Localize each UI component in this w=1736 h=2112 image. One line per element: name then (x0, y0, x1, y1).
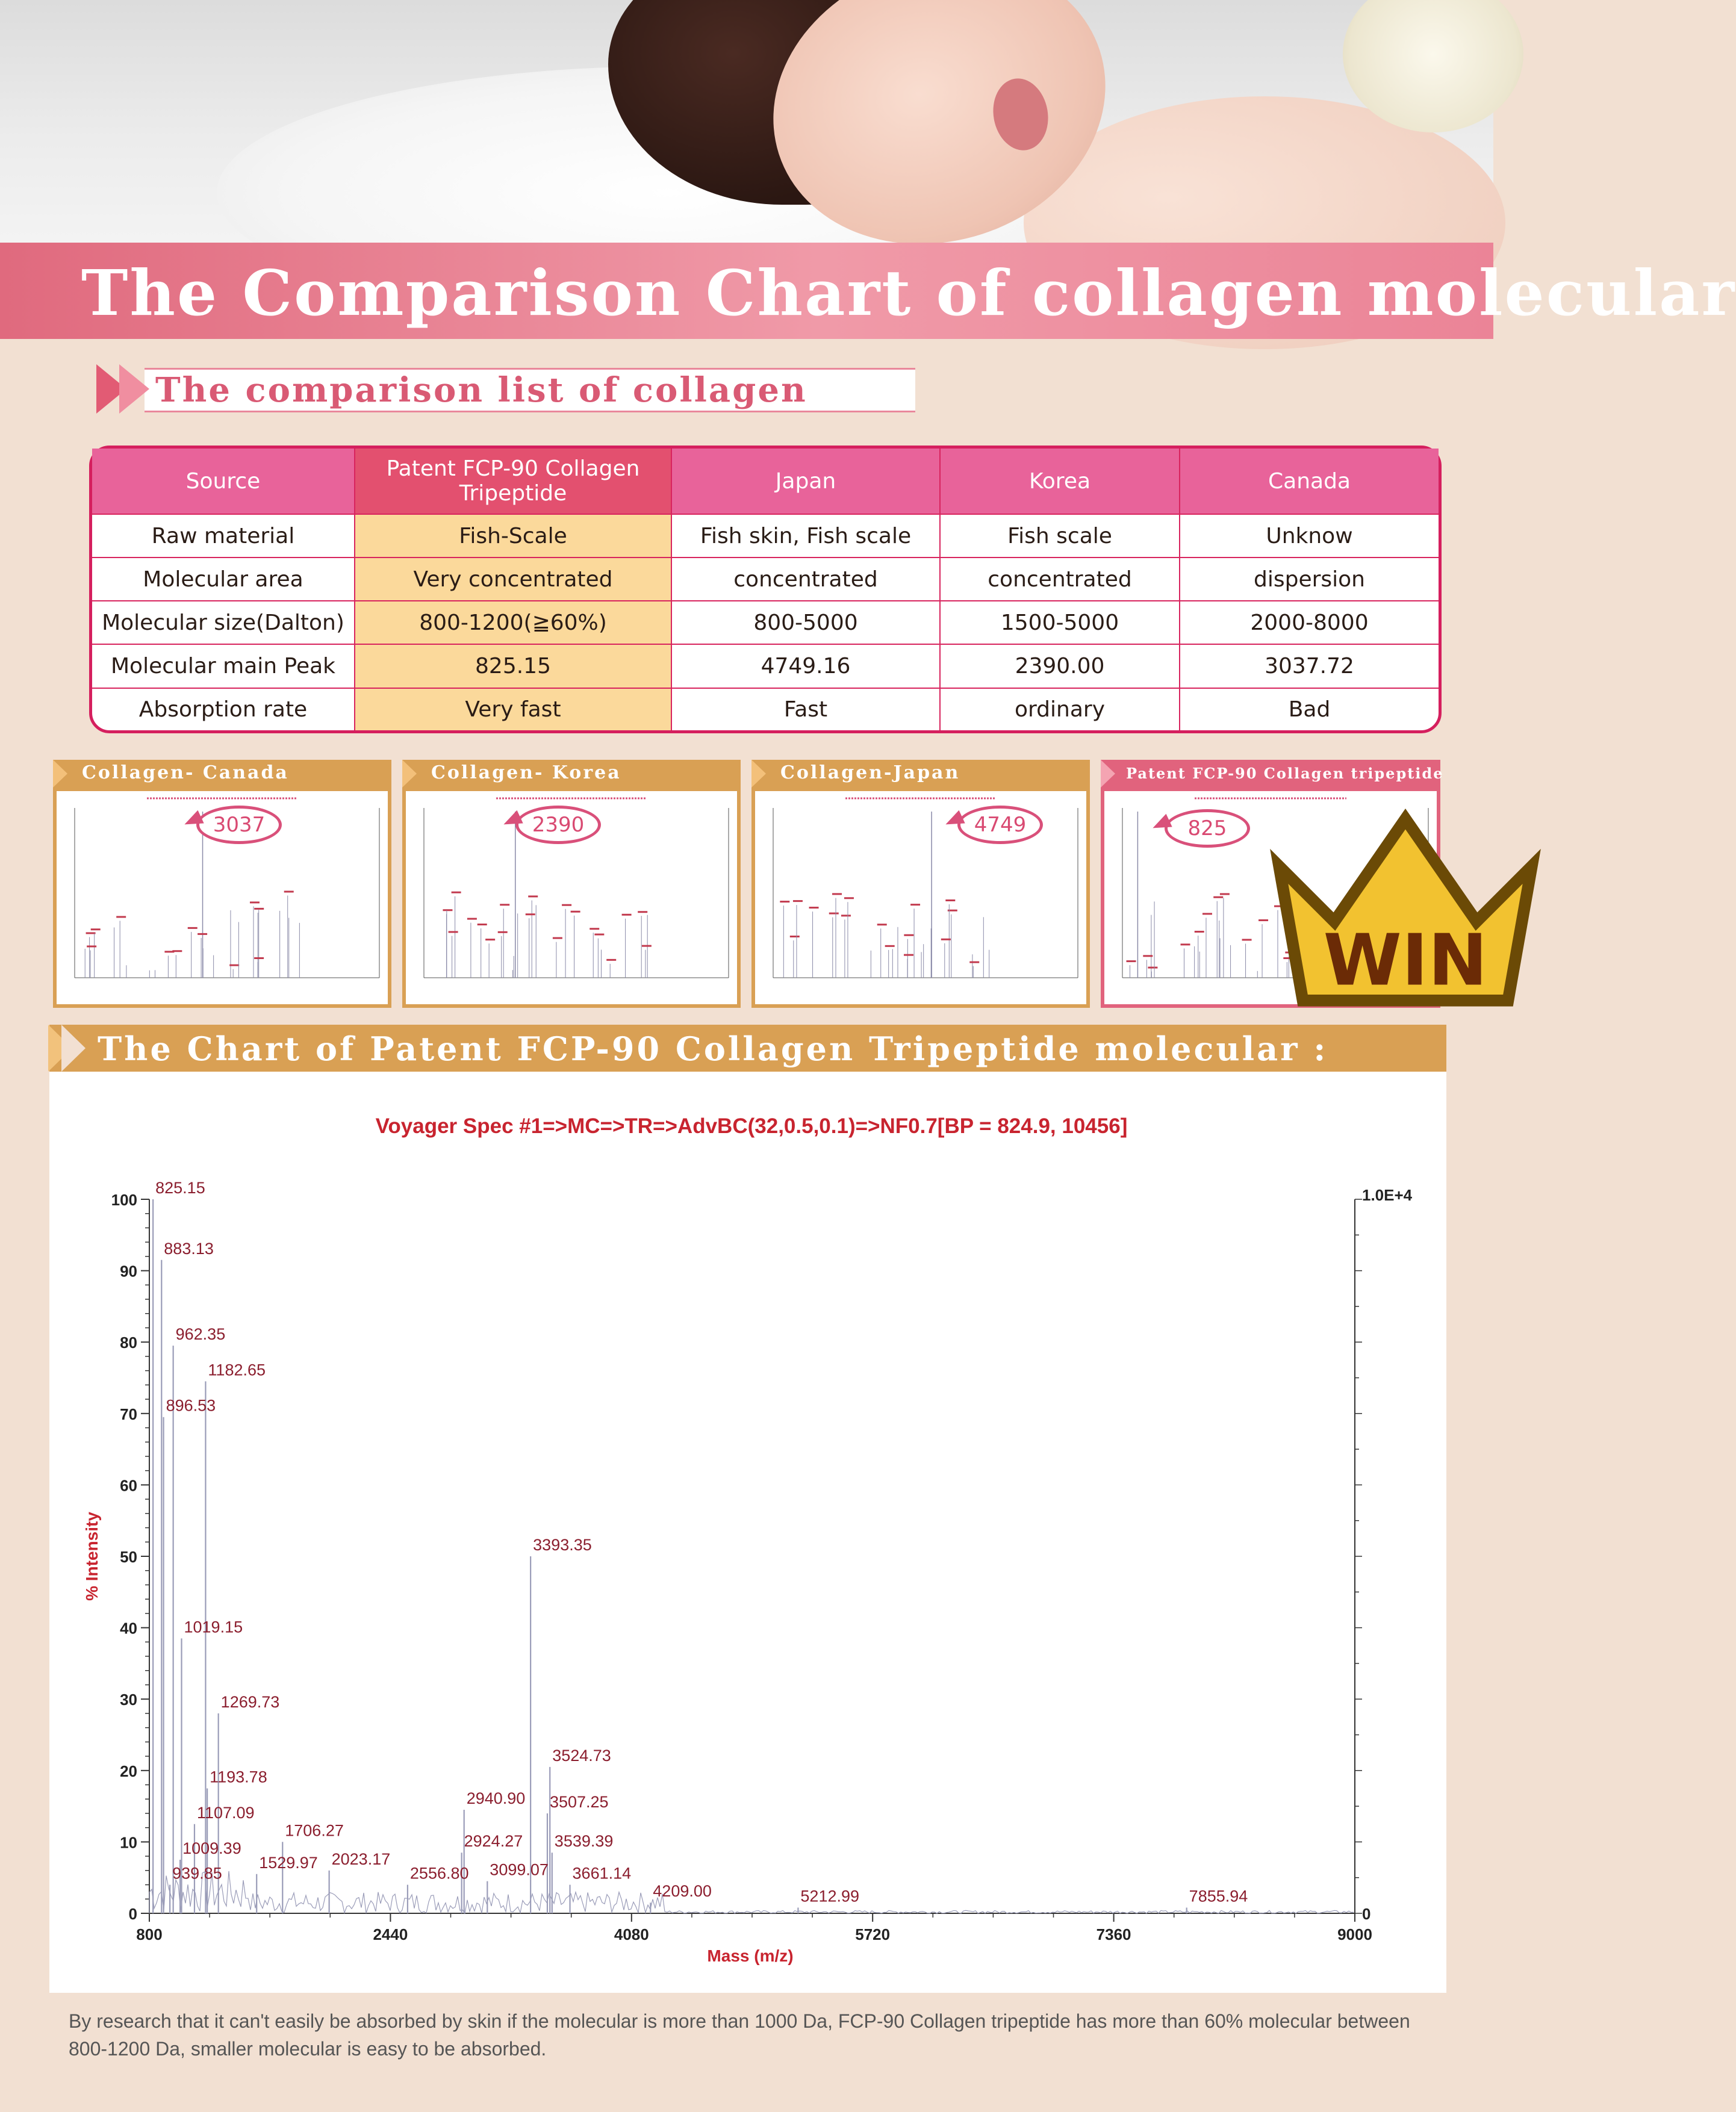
thumbnail-fcp90 (1101, 760, 1488, 1008)
chevron-icon (1101, 760, 1115, 787)
mini-peak-label (877, 924, 887, 925)
mini-peak-label (443, 909, 452, 911)
mini-peak-label (622, 914, 632, 916)
table-row (92, 514, 1439, 558)
x-tick-label: 9000 (1337, 1925, 1372, 1943)
table-cell: 4749.16 (671, 644, 940, 688)
peak-label: 3539.39 (554, 1832, 614, 1851)
y-tick-label: 0 (128, 1905, 137, 1923)
mini-peak-label (571, 911, 580, 913)
mini-spectrum (755, 791, 1086, 1004)
peak-label: 883.13 (164, 1239, 214, 1258)
mini-peak-label (590, 928, 599, 930)
mini-peak-label (910, 904, 920, 905)
thumbnail-header (402, 760, 741, 787)
mini-peak-label (229, 964, 239, 966)
win-badge-text: WIN (1323, 918, 1488, 1002)
peak-label: 2023.17 (331, 1850, 391, 1868)
thumbnail-header (53, 760, 391, 787)
table-cell: concentrated (940, 558, 1180, 601)
row-label: Raw material (92, 514, 355, 558)
table-cell: 800-5000 (671, 601, 940, 644)
mini-peak-label (945, 899, 955, 901)
mini-peak-label (284, 891, 294, 893)
mini-peak-label (562, 904, 571, 906)
thumbnail-header (751, 760, 1090, 787)
table-cell: Fish scale (940, 514, 1180, 558)
mini-peak-label (793, 900, 803, 902)
peak-label: 4209.00 (653, 1882, 712, 1901)
mini-peak-label (1220, 893, 1230, 895)
peak-label: 2556.80 (409, 1864, 469, 1883)
table-cell: dispersion (1180, 558, 1439, 601)
thumbnail-title: Patent FCP-90 Collagen tripeptide (1126, 765, 1444, 782)
mini-spectrum (57, 791, 388, 1004)
peak-label: 3661.14 (572, 1864, 632, 1883)
peak-label: 1269.73 (220, 1692, 280, 1711)
x-tick-label: 800 (136, 1925, 163, 1943)
table-cell: ordinary (940, 688, 1180, 731)
peak-label: 3524.73 (552, 1746, 611, 1765)
mini-peak-label (250, 901, 260, 903)
mini-peak-label (498, 931, 508, 933)
peak-bubble: 2390 (515, 806, 601, 844)
table-cell-highlight: Fish-Scale (355, 514, 671, 558)
table-cell: Bad (1180, 688, 1439, 731)
mini-peak-label (904, 934, 913, 936)
mini-peak-label (1202, 913, 1212, 915)
table-cell: 2390.00 (940, 644, 1180, 688)
spectrum-chart (49, 1072, 1446, 1993)
y-tick-label: 50 (120, 1548, 137, 1566)
header-cell: Korea (940, 449, 1180, 514)
peak-bubble: 3037 (196, 806, 282, 844)
crown-icon (1239, 803, 1572, 1016)
peak-label: 2924.27 (464, 1832, 523, 1851)
mini-peak-label (467, 918, 477, 920)
mini-peak-label (885, 945, 895, 947)
mini-peak-label (790, 936, 800, 937)
table-cell-highlight: 800-1200(≧60%) (355, 601, 671, 644)
table-header-row (92, 449, 1439, 514)
mini-peak-label (254, 957, 264, 959)
subsection-title: The comparison list of collagen (155, 370, 807, 410)
mini-peak-label (164, 951, 174, 952)
title-band (0, 243, 1736, 339)
mini-peak-label (969, 961, 979, 963)
peak-label: 1019.15 (184, 1618, 243, 1636)
mini-peak-label (1143, 955, 1153, 957)
mini-peak-label (198, 933, 207, 935)
noise-trace (149, 1871, 1354, 1913)
right-axis-bottom-label: 0 (1362, 1905, 1371, 1923)
mini-peak-label (91, 928, 101, 930)
table-cell: 1500-5000 (940, 601, 1180, 644)
y-tick-label: 100 (111, 1191, 137, 1209)
thumbnail-header (1101, 760, 1444, 787)
y-tick-label: 40 (120, 1619, 137, 1638)
peak-label: 962.35 (175, 1325, 226, 1344)
thumbnail-canada (53, 760, 391, 1008)
peak-label: 1193.78 (210, 1768, 267, 1786)
footnote: By research that it can't easily be absorbed by skin if the molecular is more than 1000 Da, FCP-90 Collagen tripeptide has more than 60% molecular between 800-1200 Da, smaller molecular is easy to be absorbed. (69, 2010, 1410, 2060)
mini-peak-label (528, 895, 538, 897)
peaks (153, 1199, 1187, 1913)
mini-peak-label (1195, 931, 1204, 933)
table-cell-highlight: 825.15 (355, 644, 671, 688)
mini-peak-label (116, 916, 126, 918)
peak-bubble: 4749 (957, 806, 1043, 844)
mini-peak-label (780, 901, 789, 902)
mini-peak-label (1148, 967, 1157, 969)
thumbnail-title: Collagen- Korea (431, 762, 621, 783)
table-row (92, 644, 1439, 688)
x-tick-label: 7360 (1096, 1925, 1131, 1943)
mini-peak-label (809, 907, 819, 908)
y-tick-label: 30 (120, 1691, 137, 1709)
mini-peak-label (478, 924, 487, 925)
subsection-header (96, 364, 915, 414)
peak-label: 1529.97 (259, 1853, 318, 1872)
y-tick-label: 80 (120, 1334, 137, 1352)
mini-peak-label (1213, 896, 1223, 898)
mini-peak-label (841, 915, 851, 916)
mini-peak-label (188, 927, 198, 929)
header-cell: Canada (1180, 449, 1439, 514)
y-tick-label: 20 (120, 1762, 137, 1780)
peak-label: 896.53 (166, 1396, 216, 1415)
hero-image (0, 0, 1493, 253)
mini-peak-label (642, 945, 652, 947)
thumbnail-korea (402, 760, 741, 1008)
peak-label: 5212.99 (800, 1887, 860, 1905)
table-row (92, 558, 1439, 601)
peak-labels (155, 1179, 1248, 1905)
comparison-table (89, 446, 1442, 733)
peak-label: 1107.09 (196, 1803, 255, 1822)
mini-peak-label (941, 939, 951, 940)
right-axis-top-label: 1.0E+4 (1362, 1186, 1413, 1204)
noise-path (149, 1871, 1354, 1913)
mini-peak-label (87, 945, 96, 947)
peak-label: 939.85 (172, 1864, 222, 1883)
y-tick-label: 90 (120, 1262, 137, 1281)
peak-label: 7855.94 (1189, 1887, 1248, 1905)
peak-label: 3507.25 (549, 1792, 609, 1811)
x-tick-label: 2440 (373, 1925, 408, 1943)
mini-peak-label (1181, 943, 1190, 945)
mini-peak-label (832, 893, 842, 895)
row-label: Molecular main Peak (92, 644, 355, 688)
mini-peak-label (452, 892, 461, 893)
mini-peak-label (553, 937, 562, 939)
mini-peak-label (449, 931, 458, 933)
table-cell: 2000-8000 (1180, 601, 1439, 644)
mini-spectrum (406, 791, 737, 1004)
chart-title: Voyager Spec #1=>MC=>TR=>AdvBC(32,0.5,0.1)=>NF0.7[BP = 824.9, 10456] (375, 1114, 1128, 1138)
mini-peak-label (500, 904, 509, 905)
table-cell: Unknow (1180, 514, 1439, 558)
peak-label: 3393.35 (533, 1536, 592, 1554)
chevron-icon (61, 1025, 86, 1072)
x-axis-label: Mass (m/z) (707, 1946, 794, 1965)
chevron-icon (751, 760, 766, 787)
row-label: Molecular area (92, 558, 355, 601)
x-tick-label: 5720 (855, 1925, 891, 1943)
x-tick-label: 4080 (614, 1925, 649, 1943)
chart-section-header (49, 1025, 1446, 1072)
y-axis-label: % Intensity (82, 1512, 101, 1601)
peak-label: 3099.07 (490, 1860, 549, 1879)
peak-bubble: 825 (1165, 809, 1250, 848)
mini-peak-label (606, 959, 616, 961)
header-cell: Source (92, 449, 355, 514)
table-cell-highlight: Very fast (355, 688, 671, 731)
table-cell: 3037.72 (1180, 644, 1439, 688)
table-cell-highlight: Very concentrated (355, 558, 671, 601)
peak-label: 2940.90 (466, 1789, 526, 1808)
chevron-icon (53, 760, 67, 787)
thumbnail-title: Collagen- Canada (82, 762, 289, 783)
peak-label: 1182.65 (208, 1361, 266, 1379)
mini-peak-label (844, 897, 854, 899)
table-row (92, 688, 1439, 731)
table-cell: Fish skin, Fish scale (671, 514, 940, 558)
thumbnail-japan (751, 760, 1090, 1008)
mini-peak-label (594, 934, 604, 936)
chevron-icon (119, 364, 149, 414)
mini-peak-label (526, 913, 535, 915)
table-cell: Fast (671, 688, 940, 731)
mini-peak-label (254, 908, 264, 910)
mini-peak-label (485, 939, 495, 940)
table-cell: concentrated (671, 558, 940, 601)
mini-peak-label (86, 932, 96, 934)
row-label: Absorption rate (92, 688, 355, 731)
chart-section-title: The Chart of Patent FCP-90 Collagen Tripeptide molecular : (98, 1030, 1328, 1068)
mini-peak-label (829, 913, 839, 915)
mini-peak-label (638, 911, 647, 913)
peak-label: 825.15 (155, 1179, 205, 1197)
table-row (92, 601, 1439, 644)
chevron-icon (402, 760, 417, 787)
y-tick-label: 10 (120, 1833, 137, 1852)
mini-peak-label (904, 954, 913, 956)
row-label: Molecular size(Dalton) (92, 601, 355, 644)
thumbnail-title: Collagen-Japan (780, 762, 960, 783)
y-tick-label: 60 (120, 1476, 137, 1495)
header-cell: Japan (671, 449, 940, 514)
page-title: The Comparison Chart of collagen molecular (81, 256, 1736, 330)
mini-peak-label (1127, 960, 1136, 962)
header-cell-highlight: Patent FCP-90 Collagen Tripeptide (355, 449, 671, 514)
peak-label: 1009.39 (182, 1839, 241, 1858)
spectrum-chart-panel (49, 1072, 1446, 1993)
mini-spectrum (1104, 791, 1488, 1004)
peak-label: 1706.27 (285, 1821, 344, 1840)
y-tick-label: 70 (120, 1405, 137, 1423)
